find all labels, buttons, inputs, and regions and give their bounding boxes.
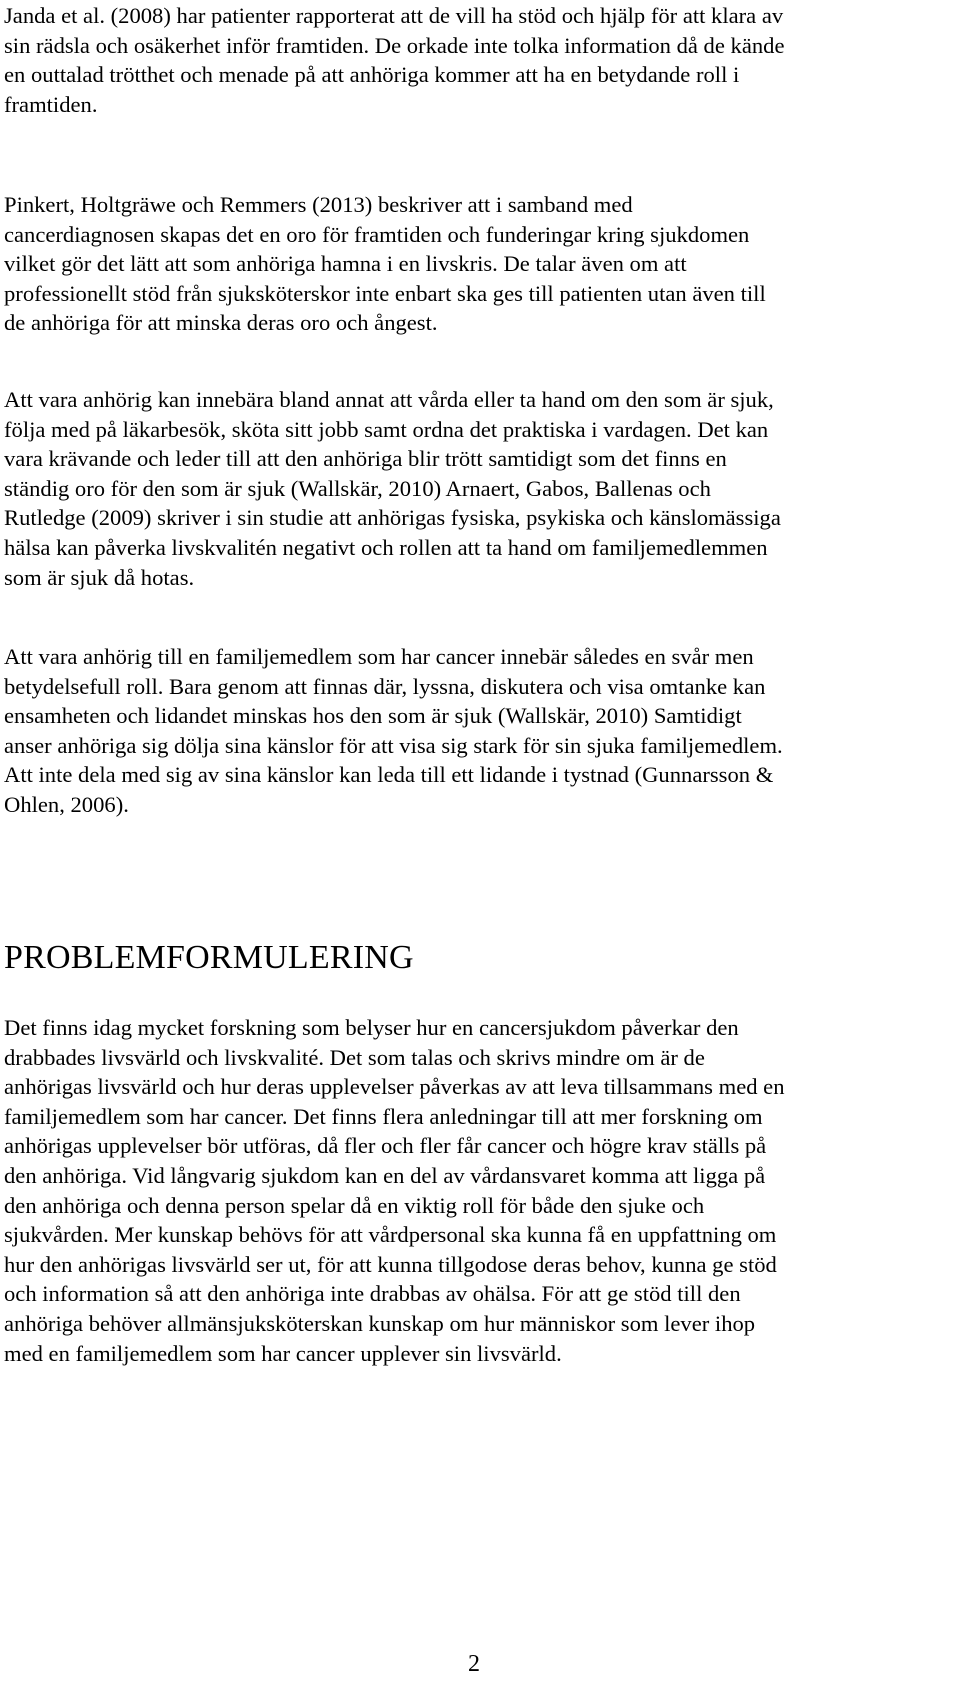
section-heading: PROBLEMFORMULERING	[4, 939, 414, 976]
text-line: Ohlen, 2006).	[4, 791, 129, 817]
text-line: familjemedlem som har cancer. Det finns flera anledningar till att mer forskning om	[4, 1103, 763, 1129]
text-line: anhöriga behöver allmänsjuksköterskan kunskap om hur människor som lever ihop	[4, 1310, 756, 1336]
paragraph-janda	[4, 1, 784, 119]
text-line: Att vara anhörig till en familjemedlem som har cancer innebär således en svår men	[4, 644, 754, 669]
paragraph-att-vara-anhorig	[4, 385, 781, 592]
text-line: betydelsefull roll. Bara genom att finnas där, lyssna, diskutera och visa omtanke kan	[4, 673, 766, 699]
text-line: professionellt stöd från sjuksköterskor inte enbart ska ges till patienten utan även till	[4, 280, 766, 306]
text-line: den anhöriga och denna person spelar då en viktig roll för både den sjuke och	[4, 1192, 705, 1218]
text-line: framtiden.	[4, 91, 98, 117]
text-line: Att inte dela med sig av sina känslor kan leda till ett lidande i tystnad (Gunnarsson &	[4, 762, 774, 788]
text-line: cancerdiagnosen skapas det en oro för framtiden och funderingar kring sjukdomen	[4, 221, 750, 247]
text-line: hur den anhörigas livsvärld ser ut, för att kunna tillgodose deras behov, kunna ge stöd	[4, 1251, 777, 1277]
text-line: Janda et al. (2008) har patienter rapporterat att de vill ha stöd och hjälp för att klara av	[4, 3, 784, 28]
page-number: 2	[468, 1651, 480, 1677]
text-line: Pinkert, Holtgräwe och Remmers (2013) beskriver att i samband med	[4, 192, 633, 217]
text-line: hälsa kan påverka livskvalitén negativt och rollen att ta hand om familjemedlemmen	[4, 534, 768, 560]
text-line: anser anhöriga sig dölja sina känslor för att visa sig stark för sin sjuka familjemedlem.	[4, 732, 783, 758]
text-line: sjukvården. Mer kunskap behövs för att vårdpersonal ska kunna få en uppfattning om	[4, 1222, 777, 1248]
text-line: Rutledge (2009) skriver i sin studie att anhörigas fysiska, psykiska och känslomässiga	[4, 505, 781, 531]
paragraph-familjemedlem	[4, 642, 783, 820]
text-line: ständig oro för den som är sjuk (Wallskär, 2010) Arnaert, Gabos, Ballenas och	[4, 475, 711, 501]
text-line: sin rädsla och osäkerhet inför framtiden. De orkade inte tolka information då de kände	[4, 32, 785, 58]
paragraph-pinkert	[4, 190, 766, 338]
text-line: en outtalad trötthet och menade på att anhöriga kommer att ha en betydande roll i	[4, 62, 740, 88]
text-line: de anhöriga för att minska deras oro och ångest.	[4, 310, 438, 336]
text-line: anhörigas livsvärld och hur deras upplevelser påverkas av att leva tillsammans med en	[4, 1074, 785, 1100]
paragraph-problem	[4, 1013, 785, 1368]
text-line: och information så att den anhöriga inte drabbas av ohälsa. För att ge stöd till den	[4, 1281, 741, 1307]
text-line: med en familjemedlem som har cancer upplever sin livsvärld.	[4, 1340, 562, 1366]
text-line: den anhöriga. Vid långvarig sjukdom kan en del av vårdansvaret komma att ligga på	[4, 1162, 766, 1188]
text-line: anhörigas upplevelser bör utföras, då fler och fler får cancer och högre krav ställs på	[4, 1133, 767, 1159]
text-line: Det finns idag mycket forskning som belyser hur en cancersjukdom påverkar den	[4, 1015, 739, 1040]
text-line: Att vara anhörig kan innebära bland annat att vårda eller ta hand om den som är sjuk,	[4, 387, 774, 412]
text-line: drabbades livsvärld och livskvalité. Det som talas och skrivs mindre om är de	[4, 1044, 705, 1070]
text-line: vilket gör det lätt att som anhöriga hamna i en livskris. De talar även om att	[4, 251, 687, 277]
text-line: ensamheten och lidandet minskas hos den som är sjuk (Wallskär, 2010) Samtidigt	[4, 703, 742, 729]
text-line: följa med på läkarbesök, sköta sitt jobb samt ordna det praktiska i vardagen. Det kan	[4, 416, 769, 442]
text-line: vara krävande och leder till att den anhöriga blir trött samtidigt som det finns en	[4, 446, 727, 472]
text-line: som är sjuk då hotas.	[4, 564, 195, 590]
